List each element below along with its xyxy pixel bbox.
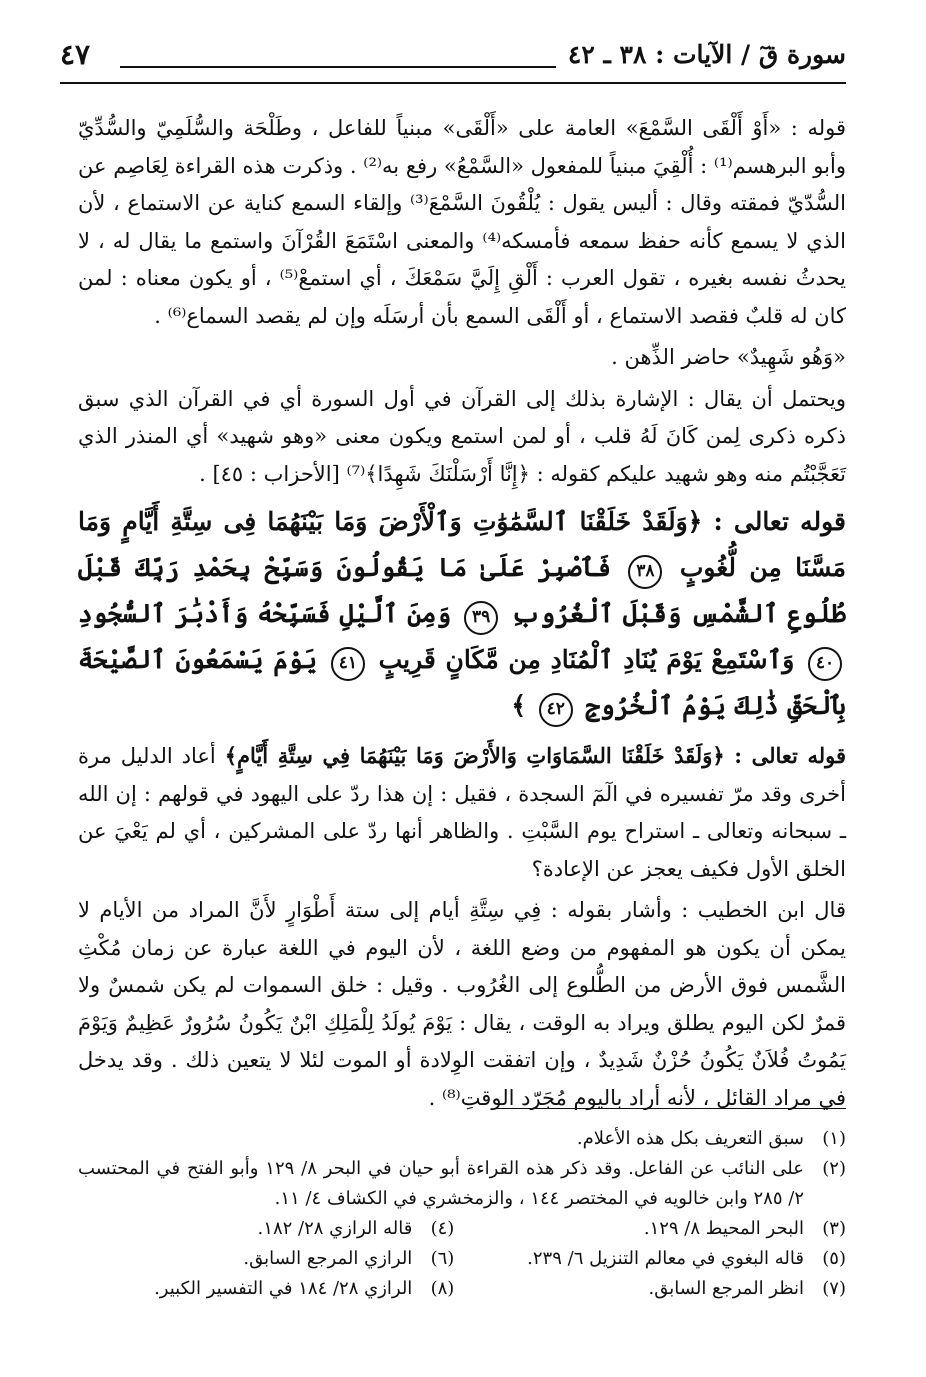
- footnote-row: [78, 1244, 846, 1274]
- footnote-text: انظر المرجع السابق.: [648, 1278, 804, 1299]
- page-number: ٤٧: [60, 38, 91, 71]
- verse-intro: قوله تعالى : ﴿وَلَقَدْ خَلَقْنَا ٱلسَّمَٰوَٰتِ وَٱلْأَرْضَ وَمَا بَيْنَهُمَا فِى سِتَّةِ أَيَّامٍ وَمَا مَسَّنَا مِن لُّغُوبٍ: [78, 507, 846, 582]
- footnote-text: الرازي ٢٨/ ١٨٤ في التفسير الكبير.: [154, 1278, 413, 1299]
- footnote-text: سبق التعريف بكل هذه الأعلام.: [576, 1128, 804, 1149]
- header-title: سورة قٓ / الآيات : ٣٨ ـ ٤٢: [567, 40, 846, 69]
- footnote-row: [78, 1274, 846, 1304]
- verse-42: يَوْمَ يَسْمَعُونَ ٱلصَّيْحَةَ بِٱلْحَقِّ ذَٰلِكَ يَوْمُ ٱلْخُرُوجِ: [78, 645, 846, 720]
- footnote-text: على النائب عن الفاعل. وقد ذكر هذه القراءة أبو حيان في البحر ٨/ ١٢٩ وأبو الفتح في المحتسب ٢/ ٢٨٥ وابن خالويه في المختصر ١٤٤ ، والزمخشري في الكشاف ٤/ ١١.: [78, 1158, 804, 1209]
- footnote-number: (١): [822, 1128, 846, 1149]
- paragraph-5: قال ابن الخطيب : وأشار بقوله : فِي سِتَّةِ أيام إلى ستة أَطْوَارٍ لأَنَّ المراد من الأيام لا يمكن أن يكون هو المفهوم من وضع اللغة ، لأن اليوم في اللغة عبارة عن زمان مُكْثِ الشَّمس فوق الأرض من الطُّلوع إلى الغُرُوب . وقيل : خلق السموات لم يكن شمسٌ ولا قمرٌ لكن اليوم يطلق ويراد به الوقت ، يقال : يَوْمَ يُولَدُ لِلْمَلِكِ ابْنٌ يَكُونُ سُرُورٌ عَظِيمٌ وَيَوْمَ يَمُوتُ فُلاَنٌ يَكُونُ حُزْنٌ شَدِيدٌ ، وإن اتفقت الوِلادة أو الموت لئلا لا يتعين ذلك . وقد يدخل في مراد القائل ، لأنه أراد باليوم مُجَرّد الوقتِ⁽⁸⁾ .: [78, 898, 846, 1110]
- footnote-text: قاله البغوي في معالم التنزيل ٦/ ٢٣٩.: [527, 1248, 804, 1269]
- ayah-marker-42: ٤٢: [539, 693, 573, 727]
- footnote-row: [78, 1214, 846, 1244]
- main-text: [78, 110, 846, 1117]
- footnote-number: (٥): [822, 1248, 846, 1269]
- footnote-text: البحر المحيط ٨/ ١٢٩.: [643, 1218, 804, 1239]
- paragraph-2: «وَهُو شَهِيدٌ» حاضر الذِّهن .: [611, 345, 846, 369]
- header-rule: [120, 66, 556, 68]
- footnote-3: [470, 1214, 846, 1244]
- footnote-text: قاله الرازي ٢٨/ ١٨٢.: [257, 1218, 413, 1239]
- footnote-8: [78, 1274, 454, 1304]
- footnote-6: [78, 1244, 454, 1274]
- ayah-marker-39: ٣٩: [464, 601, 498, 635]
- footnote-text: الرازي المرجع السابق.: [243, 1248, 413, 1269]
- running-header: [60, 38, 846, 84]
- ayah-marker-40: ٤٠: [808, 647, 842, 681]
- footnotes: [78, 1124, 846, 1304]
- header-underline: [60, 82, 846, 84]
- footnote-1: [78, 1124, 846, 1154]
- footnote-number: (٦): [430, 1248, 455, 1269]
- footnote-number: (٢): [822, 1158, 846, 1179]
- footnote-number: (٨): [430, 1278, 455, 1299]
- verse-40: وَمِنَ ٱلَّيْلِ فَسَبِّحْهُ وَأَدْبَٰرَ ٱلسُّجُودِ: [78, 599, 452, 628]
- footnote-7: [470, 1274, 846, 1304]
- paragraph-4: [78, 737, 846, 888]
- paragraph-4-rest: أعاد الدليل مرة أخرى وقد مرّ تفسيره في الٓمٓ السجدة ، فقيل : إن هذا ردّ على اليهود في قولهم : إن الله ـ سبحانه وتعالى ـ استراح يوم السَّبْتِ . والظاهر أنها ردّ على المشركين ، أي لم يَعْيَ عن الخلق الأول فكيف يعجز عن الإعادة؟: [78, 744, 846, 881]
- quran-verse-block: [78, 499, 846, 729]
- paragraph-3: ويحتمل أن يقال : الإشارة بذلك إلى القرآن في أول السورة أي في القرآن الذي سبق ذكره ذكرى لِمن كَانَ لَهُ قلب ، أو لمن استمع ويكون معنى «وهو شهيد» أي المنذر الذي تَعَجَّبْتُم منه وهو شهيد عليكم كقوله : ﴿إِنَّا أَرْسَلْنَكَ شَهِدًا﴾⁽⁷⁾ [الأحزاب : ٤٥] .: [78, 386, 846, 486]
- footnote-number: (٤): [430, 1218, 455, 1239]
- ayah-marker-38: ٣٨: [628, 555, 662, 589]
- footnote-5: [470, 1244, 846, 1274]
- paragraph-4-lead: قوله تعالى : ﴿وَلَقَدْ خَلَقْنَا السَّمَاوَاتِ وَالأَرْضَ وَمَا بَيْنَهُمَا فِي سِتَّةِ أَيَّامٍ﴾: [224, 743, 847, 768]
- footnote-2: [78, 1154, 846, 1214]
- paragraph-1: قوله : «أَوْ أَلْقَى السَّمْعَ» العامة على «أَلْقَى» مبنياً للفاعل ، وطَلْحَة والسُّلَمِيّ والسُّدِّيّ وأبو البرهسم⁽¹⁾ : أُلْقِيَ مبنياً للمفعول «السَّمْعُ» رفع به⁽²⁾ . وذكرت هذه القراءة لِعَاصِم عن السُّدّيّ فمقته وقال : أليس يقول : يُلْقُونَ السَّمْعَ⁽³⁾ وإلقاء السمع كناية عن الاستماع ، لأن الذي لا يسمع كأنه حفظ سمعه فأمسكه⁽⁴⁾ والمعنى اسْتَمَعَ القُرْآنَ واستمع ما يقال له ، لا يحدثُ نفسه بغيره ، تقول العرب : أَلْقِ إِلَيَّ سَمْعَكَ ، أي استمعْ⁽⁵⁾ ، أو يكون معناه : لمن كان له قلبٌ فقصد الاستماع ، أو أَلْقَى السمع بأن أرسَلَه وإن لم يقصد السماع⁽⁶⁾ .: [78, 116, 847, 328]
- footnote-4: [78, 1214, 454, 1244]
- verse-39: فَٱصْبِرْ عَلَىٰ مَا يَقُولُونَ وَسَبِّحْ بِحَمْدِ رَبِّكَ قَبْلَ طُلُوعِ ٱلشَّمْسِ وَقَبْلَ ٱلْغُرُوبِ: [78, 553, 846, 628]
- verse-41: وَٱسْتَمِعْ يَوْمَ يُنَادِ ٱلْمُنَادِ مِن مَّكَانٍ قَرِيبٍ: [378, 645, 795, 674]
- verse-close-bracket: ﴾: [511, 691, 527, 720]
- footnote-separator: [495, 1108, 846, 1109]
- footnote-number: (٧): [822, 1278, 846, 1299]
- footnote-number: (٣): [822, 1218, 846, 1239]
- ayah-marker-41: ٤١: [331, 647, 365, 681]
